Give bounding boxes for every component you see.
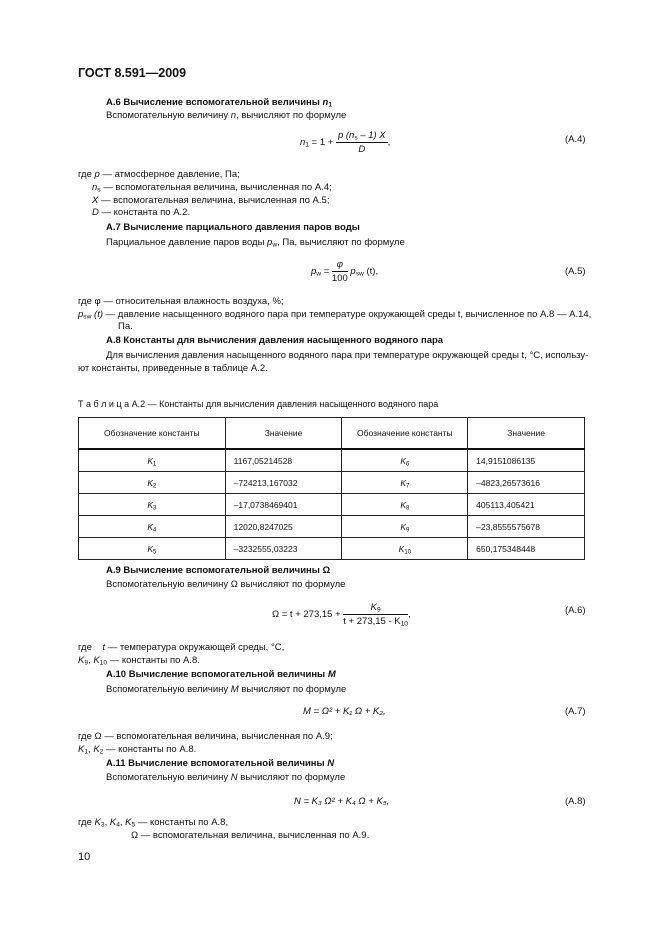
constant-letter: K xyxy=(400,455,406,466)
a10-intro-var: M xyxy=(230,684,239,695)
constant-letter: K xyxy=(400,499,406,510)
eq-a5-fraction xyxy=(332,259,348,284)
constants-table xyxy=(78,417,585,560)
constant-value: –23,8555575678 xyxy=(468,516,585,538)
a7-where-1-text: φ — относительная влажность воздуха, %; xyxy=(91,296,284,307)
table-row xyxy=(79,538,585,560)
a11-k4-sub: 4 xyxy=(116,821,120,829)
equation-a7-number: (А.7) xyxy=(565,706,586,717)
constant-index: 3 xyxy=(153,504,157,511)
constant-letter: K xyxy=(400,521,406,532)
constant-index: 6 xyxy=(405,460,410,467)
constant-letter: K xyxy=(147,521,153,532)
constant-value: –724213,167032 xyxy=(225,472,342,494)
a10-heading-var: M xyxy=(327,669,336,680)
eq-a6-num: K xyxy=(370,602,377,613)
a10-intro-pre: Вспомогательную величину xyxy=(106,684,231,695)
constant-value: –4823,26573616 xyxy=(468,472,585,494)
table-header-cell: Обозначение константы xyxy=(79,418,226,450)
constant-value: 405113,405421 xyxy=(468,494,585,516)
constant-symbol xyxy=(79,516,226,538)
constant-index: 5 xyxy=(153,548,157,555)
equation-a6-number: (А.6) xyxy=(565,605,586,616)
section-a7-heading: А.7 Вычисление парциального давления паров воды xyxy=(106,222,360,233)
a7-where-2-sym: p xyxy=(78,309,84,320)
table-header-row xyxy=(79,418,585,450)
constant-value: 650,175348448 xyxy=(468,538,585,560)
constant-letter: K xyxy=(400,477,406,488)
a11-k3: K xyxy=(94,817,101,828)
eq-a4-num: p (n xyxy=(337,130,355,141)
table-caption-word: Т а б л и ц а xyxy=(78,399,130,409)
equation-a4-number: (А.4) xyxy=(565,134,586,145)
constant-value: 1167,05214528 xyxy=(225,449,342,472)
constant-symbol xyxy=(342,516,468,538)
section-a11-intro xyxy=(106,772,345,783)
section-a8-line-1: Для вычисления давления насыщенного водяного пара при температуре окружающей среды t, °С, использу- xyxy=(106,350,589,361)
constant-letter: K xyxy=(147,477,153,488)
constant-symbol xyxy=(79,472,226,494)
constant-letter: K xyxy=(147,455,153,466)
constant-symbol xyxy=(79,449,226,472)
a10-where-1: где Ω — вспомогательная величина, вычисленная по А.9; xyxy=(78,731,333,742)
a7-intro-sub: w xyxy=(272,241,278,249)
section-a6-heading-sub: 1 xyxy=(328,101,333,109)
table-row xyxy=(79,472,585,494)
eq-a5-rhs-post: (t), xyxy=(363,266,379,278)
equation-a8-number: (А.8) xyxy=(565,796,586,807)
section-a7-intro xyxy=(106,237,405,248)
eq-a6-lhs: Ω = t + 273,15 + xyxy=(272,609,344,621)
a9-where-2-k10-sub: 10 xyxy=(99,659,108,667)
constant-index: 8 xyxy=(405,504,410,511)
a11-where-1-text: — константы по А.8, xyxy=(135,817,229,828)
a10-where-2-k2: K xyxy=(93,744,100,755)
a6-intro-post: , вычисляют по формуле xyxy=(236,110,347,121)
equation-a8: N = K₃ Ω² + K₄ Ω + K₅, xyxy=(294,796,390,807)
a11-heading-text: А.11 Вычисление вспомогательной величины xyxy=(106,758,325,769)
a6-where-2 xyxy=(92,182,332,193)
a9-where-1-sym: t xyxy=(102,642,106,653)
eq-a4-lhs-sub: 1 xyxy=(305,141,309,149)
constant-index: 4 xyxy=(153,526,157,533)
section-a8-heading: А.8 Константы для вычисления давления насыщенного водяного пара xyxy=(106,335,444,346)
a11-k5-sub: 5 xyxy=(131,821,136,829)
eq-a5-rhs-sub: sw xyxy=(355,270,364,278)
a11-k5: K xyxy=(125,817,132,828)
table-row xyxy=(79,494,585,516)
section-a10-heading xyxy=(106,669,336,680)
equation-a7: M = Ω² + K₁ Ω + K₂, xyxy=(303,706,386,717)
constant-symbol xyxy=(342,472,468,494)
a10-where-2-text: — константы по А.8. xyxy=(103,744,197,755)
constant-symbol xyxy=(79,494,226,516)
a7-where-2-text: — давление насыщенного водяного пара при температуре окружающей среды t, вычисленное по А.8 — А.14, xyxy=(103,309,592,320)
constant-value: 14,9151086135 xyxy=(468,449,585,472)
constant-value: –17,0738469401 xyxy=(225,494,342,516)
a6-where-4-text: — константа по А.2. xyxy=(98,207,191,218)
eq-a4-den: D xyxy=(358,144,366,155)
eq-a6-fraction xyxy=(343,602,408,627)
a10-where-2-k1: K xyxy=(78,744,85,755)
section-a9-intro: Вспомогательную величину Ω вычисляют по формуле xyxy=(106,579,346,590)
constant-letter: K xyxy=(147,499,153,510)
a7-where-2-cont: Па. xyxy=(118,321,133,332)
a9-where-2: $K_9$, $K_{10}$ — константы по А.8. xyxy=(78,655,200,667)
a7-where-2 xyxy=(78,309,591,320)
constant-index: 7 xyxy=(405,482,410,489)
a11-k3-sub: 3 xyxy=(100,821,105,829)
section-a6-intro xyxy=(106,110,346,121)
eq-a4-fraction xyxy=(336,130,388,155)
table-caption-text: А.2 — Константы для вычисления давления насыщенного водяного пара xyxy=(129,399,439,409)
a6-where-1-sym: p xyxy=(94,169,100,180)
a10-where-2: $K_1$, $K_2$ — константы по А.8. xyxy=(78,744,197,756)
constant-symbol xyxy=(342,538,468,560)
eq-a6-num-sub: 9 xyxy=(376,606,381,614)
a11-heading-var: N xyxy=(327,758,335,769)
a7-intro-pre: Парциальное давление паров воды xyxy=(106,237,268,248)
a9-where-2-k10: K xyxy=(93,655,100,666)
a6-where-2-text: — вспомогательная величина, вычисленная по А.4; xyxy=(100,182,332,193)
a9-where-2-text: — константы по А.8. xyxy=(107,655,200,666)
eq-a4-mid: = 1 + xyxy=(309,137,336,149)
a6-where-word: где xyxy=(78,169,92,180)
constant-index: 10 xyxy=(404,548,411,555)
table-header-cell: Значение xyxy=(225,418,342,450)
eq-a4-lhs: n xyxy=(300,137,306,149)
section-a6-heading-var: n xyxy=(322,97,329,108)
a6-intro-pre: Вспомогательную величину xyxy=(106,110,231,121)
constant-symbol xyxy=(342,494,468,516)
a7-where-2-sub: sw xyxy=(83,313,92,321)
a10-where-2-k1-sub: 1 xyxy=(84,748,89,756)
a7-where-2-arg: (t) xyxy=(91,309,104,320)
a6-intro-var: n xyxy=(230,110,237,121)
eq-a6-tail: , xyxy=(407,609,411,621)
a11-k4: K xyxy=(109,817,117,828)
constant-index: 1 xyxy=(153,460,157,467)
a11-intro-pre: Вспомогательную величину xyxy=(106,772,231,783)
a9-where-1-text: — температура окружающей среды, °С, xyxy=(105,642,285,653)
a9-where-1 xyxy=(78,642,284,653)
a6-where-1-text: — атмосферное давление, Па; xyxy=(99,169,240,180)
a10-heading-text: А.10 Вычисление вспомогательной величины xyxy=(106,669,326,680)
equation-a5 xyxy=(311,259,378,284)
eq-a4-tail: , xyxy=(387,137,391,149)
table-header-cell: Обозначение константы xyxy=(342,418,468,450)
eq-a5-lhs-sub: w xyxy=(316,270,322,278)
section-a8-line-2: ют константы, приведенные в таблице А.2. xyxy=(78,363,268,374)
a6-where-3-sym: X xyxy=(92,195,99,206)
a7-where-1 xyxy=(78,296,284,307)
eq-a4-num-post: – 1) X xyxy=(357,130,386,141)
a6-where-4 xyxy=(92,207,190,218)
a10-intro-post: вычисляют по формуле xyxy=(238,684,347,695)
a10-where-2-k2-sub: 2 xyxy=(99,748,104,756)
constant-letter: K xyxy=(147,543,153,554)
section-a6-heading xyxy=(106,97,332,108)
constant-index: 2 xyxy=(153,482,157,489)
constant-value: –3232555,03223 xyxy=(225,538,342,560)
eq-a5-num: φ xyxy=(336,259,343,270)
a11-intro-post: вычисляют по формуле xyxy=(237,772,346,783)
a11-intro-var: N xyxy=(230,772,238,783)
a11-where-1: где $K_3$, $K_4$, $K_5$ — константы по А.8, xyxy=(78,817,229,829)
a9-where-2-k9-sub: 9 xyxy=(84,659,89,667)
a11-where-word: где xyxy=(78,817,92,828)
document-header: ГОСТ 8.591—2009 xyxy=(78,66,187,80)
equation-a5-number: (А.5) xyxy=(565,266,586,277)
table-row xyxy=(79,449,585,472)
eq-a6-den-sub: 10 xyxy=(400,620,408,628)
eq-a5-lhs: p xyxy=(311,266,317,278)
page-number: 10 xyxy=(78,851,91,863)
a7-where-word: где xyxy=(78,296,92,307)
eq-a5-eq: = xyxy=(321,266,332,278)
table-row xyxy=(79,516,585,538)
equation-a6 xyxy=(272,602,411,627)
constant-symbol xyxy=(79,538,226,560)
eq-a4-num-sub: s xyxy=(354,134,358,142)
eq-a5-den: 100 xyxy=(331,273,348,284)
a9-where-word: где xyxy=(78,642,92,653)
a9-where-2-k9: K xyxy=(78,655,85,666)
a6-where-3 xyxy=(92,195,329,206)
constant-value: 12020,8247025 xyxy=(225,516,342,538)
table-caption xyxy=(78,399,438,409)
section-a6-heading-text: А.6 Вычисление вспомогательной величины xyxy=(106,97,320,108)
eq-a6-den: t + 273,15 - K xyxy=(343,616,401,627)
a6-where-3-text: — вспомогательная величина, вычисленная по А.5; xyxy=(98,195,330,206)
a7-intro-var: p xyxy=(267,237,273,248)
section-a11-heading xyxy=(106,758,334,769)
a11-where-2: Ω — вспомогательная величина, вычисленная по А.9. xyxy=(131,830,370,841)
a6-where-2-sym: n xyxy=(92,182,98,193)
a6-where-4-sym: D xyxy=(92,207,99,218)
equation-a4 xyxy=(300,130,390,155)
section-a9-heading: А.9 Вычисление вспомогательной величины Ω xyxy=(106,565,331,576)
constant-letter: K xyxy=(398,543,405,554)
section-a10-intro xyxy=(106,684,346,695)
constant-index: 9 xyxy=(405,526,410,533)
table-header-cell: Значение xyxy=(468,418,585,450)
eq-a5-rhs: p xyxy=(350,266,356,278)
a6-where-2-sub: s xyxy=(97,186,101,194)
constant-symbol xyxy=(342,449,468,472)
a6-where-1 xyxy=(78,169,240,180)
a7-intro-post: , Па, вычисляют по формуле xyxy=(277,237,405,248)
